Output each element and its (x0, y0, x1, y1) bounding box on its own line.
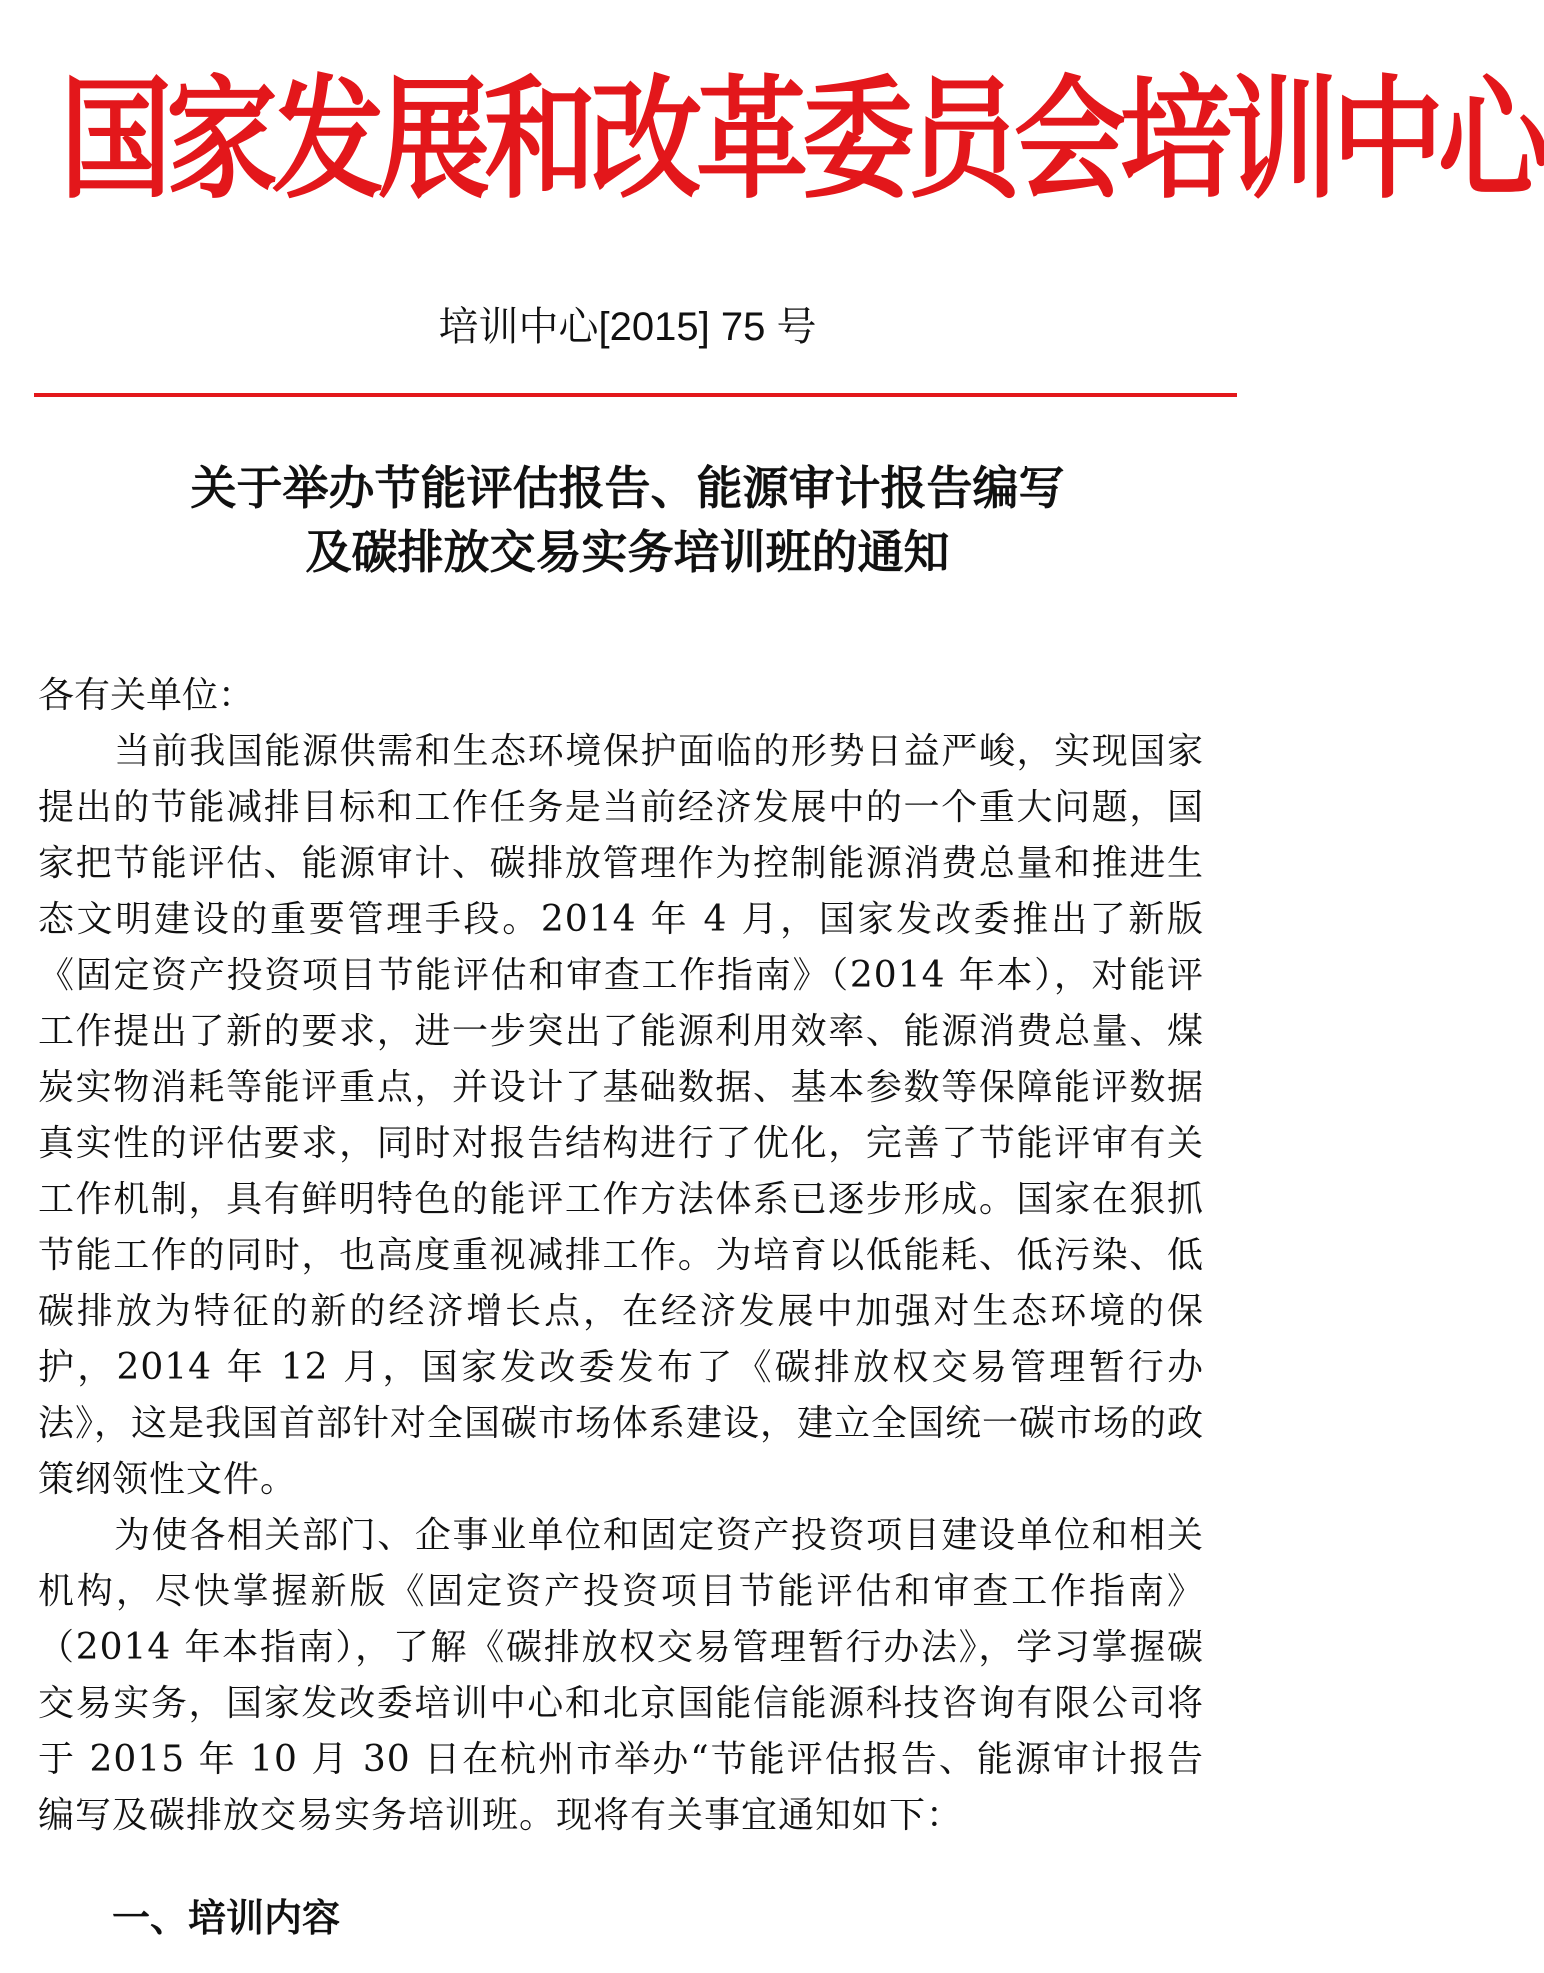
document-number: 培训中心[2015] 75 号 (438, 305, 817, 349)
notice-body (38, 668, 1204, 1844)
salutation: 各有关单位： (38, 675, 255, 716)
body-paragraph: 当前我国能源供需和生态环境保护面临的形势日益严峻，实现国家提出的节能减排目标和工作任务是当前经济发展中的一个重大问题，国家把节能评估、能源审计、碳排放管理作为控制能源消费总量和推进生态文明建设的重要管理手段。2014 年 4 月，国家发改委推出了新版《固定资产投资项目节能评估和审查工作指南》（2014 年本），对能评工作提出了新的要求，进一步突出了能源利用效率、能源消费总量、煤炭实物消耗等能评重点，并设计了基础数据、基本参数等保障能评数据真实性的评估要求，同时对报告结构进行了优化，完善了节能评审有关工作机制，具有鲜明特色的能评工作方法体系已逐步形成。国家在狠抓节能工作的同时，也高度重视减排工作。为培育以低能耗、低污染、低碳排放为特征的新的经济增长点，在经济发展中加强对生态环境的保护，2014 年 12 月，国家发改委发布了《碳排放权交易管理暂行办法》，这是我国首部针对全国碳市场体系建设，建立全国统一碳市场的政策纲领性文件。 (38, 731, 1205, 1500)
section-heading-training-content: 一、培训内容 (112, 1896, 341, 1940)
notice-title (0, 456, 1255, 584)
red-divider-line (34, 393, 1237, 397)
body-paragraph: 为使各相关部门、企事业单位和固定资产投资项目建设单位和相关机构，尽快掌握新版《固定资产投资项目节能评估和审查工作指南》（2014 年本指南），了解《碳排放权交易管理暂行办法》，学习掌握碳交易实务，国家发改委培训中心和北京国能信能源科技咨询有限公司将于 2015 年 10 月 30 日在杭州市举办“节能评估报告、能源审计报告编写及碳排放交易实务培训班。现将有关事宜通知如下： (38, 1515, 1204, 1836)
organization-header: 国家发展和改革委员会培训中心 (60, 63, 1544, 218)
notice-title-line-2: 及碳排放交易实务培训班的通知 (305, 525, 950, 579)
notice-title-line-1: 关于举办节能评估报告、能源审计报告编写 (190, 461, 1065, 515)
